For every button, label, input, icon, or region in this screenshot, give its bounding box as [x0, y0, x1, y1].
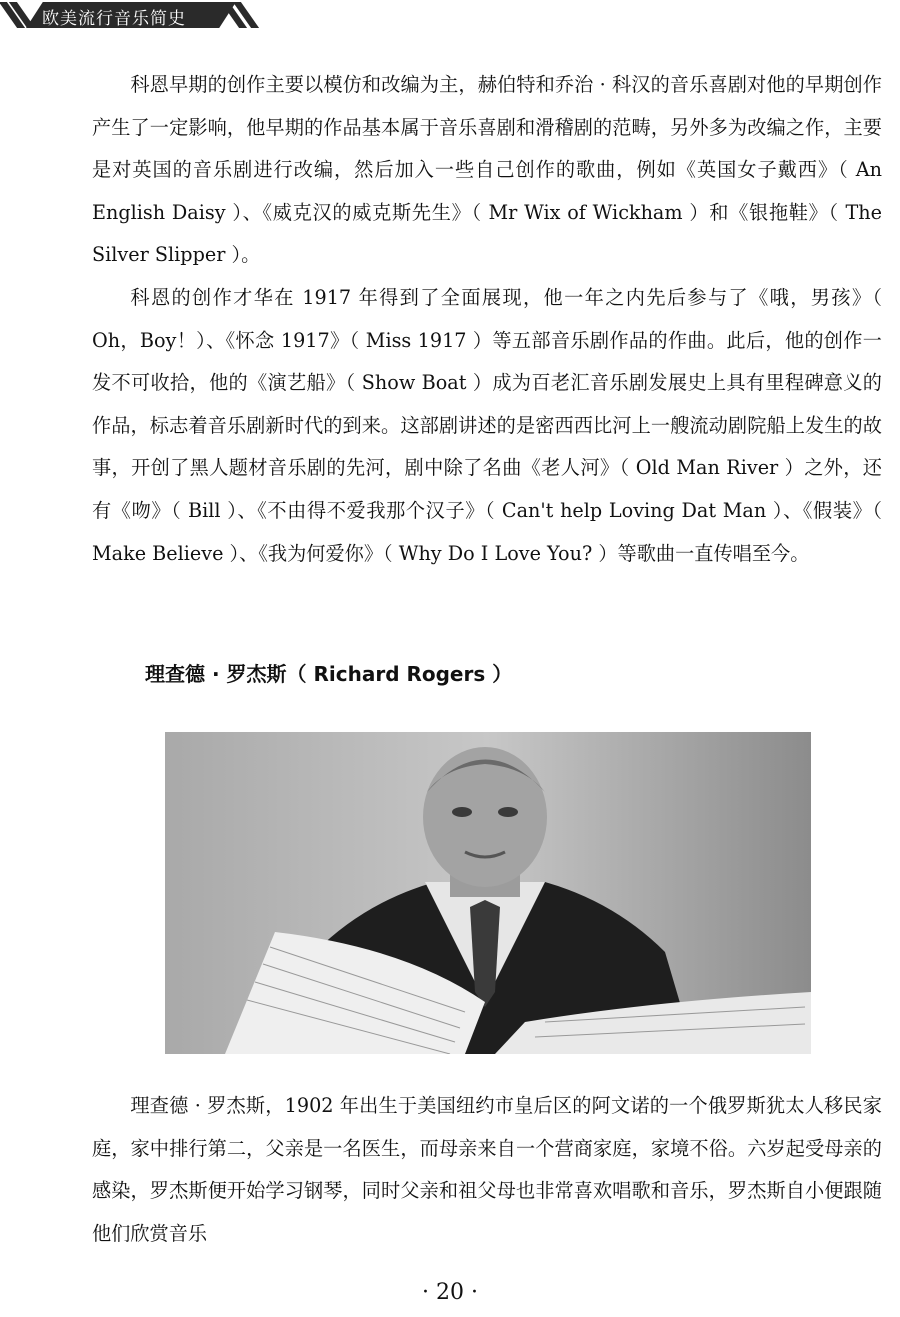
page-number: · 20 · [422, 1280, 478, 1305]
paragraph-text: 科恩的创作才华在 1917 年得到了全面展现，他一年之内先后参与了《哦，男孩》（ Oh，Boy！）、《怀念 1917》（ Miss 1917 ）等五部音乐剧作品的作曲。此后，他的创作一发不可收拾，他的《演艺船》（ Show Boat ）成为百老汇音乐剧发展史上具有里程碑意义的作品，标志着音乐剧新时代的到来。这部剧讲述的是密西西比河上一艘流动剧院船上发生的故事，开创了黑人题材音乐剧的先河，剧中除了名曲《老人河》（ Old Man River ）之外，还有《吻》（ Bill ）、《不由得不爱我那个汉子》（ Can't help Loving Dat Man ）、《假装》（ Make Believe ）、《我为何爱你》（ Why Do I Love You? ）等歌曲一直传唱至今。 [92, 286, 882, 565]
portrait-photo [165, 732, 811, 1054]
portrait-illustration [165, 732, 811, 1054]
section-heading: 理查德 · 罗杰斯（ Richard Rogers ） [145, 662, 513, 686]
paragraph-kern-early [92, 64, 882, 277]
paragraph-rogers-bio [92, 1085, 882, 1255]
book-title: 欧美流行音乐简史 [42, 9, 186, 29]
paragraph-text: 理查德 · 罗杰斯，1902 年出生于美国纽约市皇后区的阿文诺的一个俄罗斯犹太人移民家庭，家中排行第二，父亲是一名医生，而母亲来自一个营商家庭，家境不俗。六岁起受母亲的感染，罗杰斯便开始学习钢琴，同时父亲和祖父母也非常喜欢唱歌和音乐，罗杰斯自小便跟随他们欣赏音乐 [92, 1094, 882, 1245]
paragraph-text: 科恩早期的创作主要以模仿和改编为主，赫伯特和乔治 · 科汉的音乐喜剧对他的早期创作产生了一定影响，他早期的作品基本属于音乐喜剧和滑稽剧的范畴，另外多为改编之作，主要是对英国的音乐剧进行改编，然后加入一些自己创作的歌曲，例如《英国女子戴西》（ An English Daisy ）、《威克汉的威克斯先生》（ Mr Wix of Wickham ）和《银拖鞋》（ The Silver Slipper ）。 [92, 73, 882, 267]
running-header [8, 0, 258, 34]
paragraph-kern-1917 [92, 277, 882, 575]
